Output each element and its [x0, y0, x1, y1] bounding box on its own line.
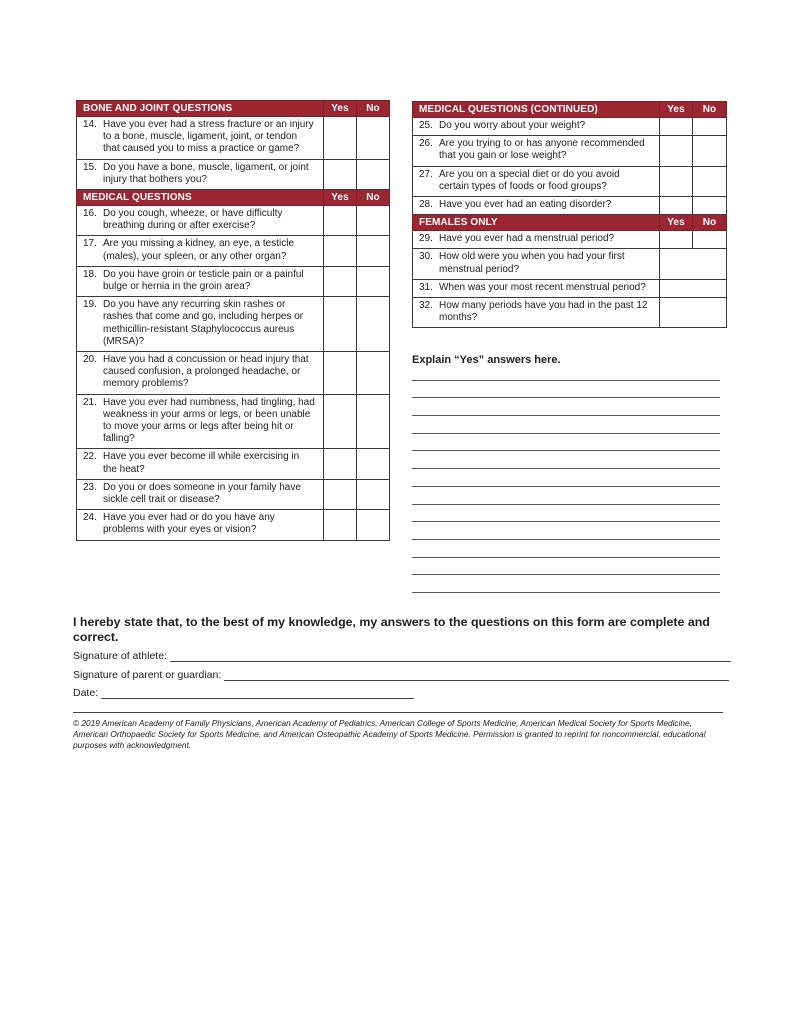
question-row-16: [77, 206, 390, 236]
question-text: Are you trying to or has anyone recommended that you gain or lose weight?: [439, 138, 645, 162]
no-checkbox[interactable]: [357, 206, 390, 236]
question-text: How many periods have you had in the past 12 months?: [439, 300, 648, 324]
question-row-19: [77, 297, 390, 352]
yes-checkbox[interactable]: [660, 231, 693, 249]
answer-line[interactable]: [412, 540, 720, 558]
question-text: Do you have any recurring skin rashes or rashes that come and go, including herpes or methicillin-resistant Staphylococcus aureus (MRSA)?: [103, 299, 304, 347]
athlete-signature-label: Signature of athlete:: [73, 650, 167, 662]
question-row-29: [413, 231, 727, 249]
yes-checkbox[interactable]: [324, 236, 357, 266]
question-text: Have you ever had or do you have any problems with your eyes or vision?: [103, 512, 275, 536]
question-text: Do you have a bone, muscle, ligament, or joint injury that bothers you?: [103, 161, 309, 185]
date-label: Date:: [73, 687, 99, 699]
question-row-30: [413, 249, 727, 279]
question-number: 30.: [419, 251, 433, 263]
answer-field[interactable]: [660, 279, 727, 297]
question-number: 18.: [83, 268, 97, 280]
answer-line[interactable]: [412, 381, 720, 399]
question-text: Do you or does someone in your family have sickle cell trait or disease?: [103, 481, 301, 506]
parent-signature-field[interactable]: [224, 669, 729, 681]
question-row-32: [413, 298, 727, 328]
question-number: 16.: [83, 208, 97, 220]
no-checkbox[interactable]: [693, 136, 727, 166]
no-column-header: No: [357, 101, 390, 117]
answer-line[interactable]: [412, 505, 720, 523]
question-row-22: [77, 449, 390, 479]
yes-checkbox[interactable]: [324, 479, 357, 509]
answer-line[interactable]: [412, 487, 720, 505]
question-number: 25.: [419, 120, 433, 131]
question-text: Have you ever had an eating disorder?: [439, 199, 612, 211]
question-number: 22.: [83, 451, 97, 463]
question-text: When was your most recent menstrual period?: [439, 281, 646, 293]
question-number: 32.: [419, 300, 433, 312]
answer-line[interactable]: [412, 451, 720, 469]
parent-signature-row: [73, 667, 729, 681]
no-checkbox[interactable]: [693, 118, 727, 136]
answer-line[interactable]: [412, 469, 720, 487]
answer-line[interactable]: [412, 398, 720, 416]
question-number: 20.: [83, 354, 97, 366]
yes-column-header: Yes: [324, 190, 357, 206]
question-text: Have you ever had numbness, had tingling, had weakness in your arms or legs, or been unable to move your arms or legs after being hit or falling?: [103, 396, 315, 445]
question-number: 23.: [83, 481, 97, 493]
answer-line[interactable]: [412, 522, 720, 540]
yes-checkbox[interactable]: [660, 118, 693, 136]
date-row: [73, 685, 414, 699]
no-checkbox[interactable]: [357, 449, 390, 479]
question-number: 28.: [419, 199, 433, 211]
question-text: Are you missing a kidney, an eye, a testicle (males), your spleen, or any other organ?: [103, 238, 295, 262]
no-checkbox[interactable]: [357, 159, 390, 189]
no-checkbox[interactable]: [357, 479, 390, 509]
question-row-25: [413, 118, 727, 136]
yes-checkbox[interactable]: [324, 297, 357, 352]
question-row-15: [77, 159, 390, 189]
yes-checkbox[interactable]: [324, 352, 357, 395]
question-row-23: [77, 479, 390, 509]
athlete-signature-row: [73, 648, 731, 662]
question-row-14: [77, 117, 390, 160]
no-checkbox[interactable]: [693, 231, 727, 249]
no-checkbox[interactable]: [357, 394, 390, 449]
question-text: Have you ever become ill while exercising in the heat?: [103, 451, 300, 475]
yes-checkbox[interactable]: [660, 197, 693, 215]
no-checkbox[interactable]: [693, 197, 727, 215]
question-row-21: [77, 394, 390, 449]
question-number: 21.: [83, 396, 97, 408]
section-header-medical-continued: [413, 102, 727, 118]
no-column-header: No: [693, 215, 727, 231]
section-header-bone-joint: [77, 101, 390, 117]
yes-checkbox[interactable]: [324, 159, 357, 189]
question-number: 19.: [83, 299, 97, 311]
section-title: BONE AND JOINT QUESTIONS: [77, 101, 324, 117]
yes-checkbox[interactable]: [324, 394, 357, 449]
yes-checkbox[interactable]: [324, 117, 357, 160]
no-checkbox[interactable]: [357, 352, 390, 395]
question-text: Have you ever had a menstrual period?: [439, 233, 615, 245]
question-text: Have you had a concussion or head injury that caused confusion, a prolonged headache, or memory problems?: [103, 354, 309, 390]
section-header-females-only: [413, 215, 727, 231]
question-number: 29.: [419, 233, 433, 245]
yes-checkbox[interactable]: [324, 449, 357, 479]
copyright-notice: © 2019 American Academy of Family Physicians, American Academy of Pediatrics, American College of Sports Medicine, American Medical Society for Sports Medicine, American Orthopaedic Society for Sports Medicine, and American Osteopathic Academy of Sports Medicine. Permission is granted to reprint for noncommercial, educational purposes with acknowledgment.: [73, 718, 706, 750]
no-checkbox[interactable]: [357, 266, 390, 296]
yes-checkbox[interactable]: [660, 136, 693, 166]
question-text: Are you on a special diet or do you avoid certain types of foods or food groups?: [439, 168, 620, 192]
no-column-header: No: [693, 102, 727, 118]
no-checkbox[interactable]: [357, 236, 390, 266]
athlete-signature-field[interactable]: [170, 650, 731, 662]
no-checkbox[interactable]: [693, 166, 727, 196]
question-number: 14.: [83, 119, 97, 130]
left-question-table: [76, 100, 390, 541]
answer-field[interactable]: [660, 298, 727, 328]
no-column-header: No: [357, 190, 390, 206]
yes-checkbox[interactable]: [324, 206, 357, 236]
section-title: MEDICAL QUESTIONS (CONTINUED): [413, 102, 660, 118]
question-row-31: [413, 279, 727, 297]
section-header-medical: [77, 190, 390, 206]
answer-line[interactable]: [412, 558, 720, 576]
explain-answer-lines[interactable]: [412, 363, 720, 593]
answer-line[interactable]: [412, 434, 720, 452]
attestation-statement: I hereby state that, to the best of my knowledge, my answers to the questions on this form are complete and correct.: [73, 615, 710, 644]
yes-column-header: Yes: [324, 101, 357, 117]
answer-field[interactable]: [660, 249, 727, 279]
question-number: 15.: [83, 161, 97, 173]
question-row-20: [77, 352, 390, 395]
date-field[interactable]: [101, 687, 414, 699]
no-checkbox[interactable]: [357, 510, 390, 540]
answer-line[interactable]: [412, 416, 720, 434]
footer-divider: [73, 712, 723, 713]
question-text: Do you cough, wheeze, or have difficulty breathing during or after exercise?: [103, 208, 283, 232]
yes-checkbox[interactable]: [660, 166, 693, 196]
section-title: FEMALES ONLY: [413, 215, 660, 231]
no-checkbox[interactable]: [357, 297, 390, 352]
question-number: 31.: [419, 281, 433, 293]
question-row-17: [77, 236, 390, 266]
yes-checkbox[interactable]: [324, 266, 357, 296]
section-title: MEDICAL QUESTIONS: [77, 190, 324, 206]
question-number: 26.: [419, 138, 433, 150]
yes-column-header: Yes: [660, 102, 693, 118]
answer-line[interactable]: [412, 363, 720, 381]
question-text: How old were you when you had your first menstrual period?: [439, 251, 625, 275]
no-checkbox[interactable]: [357, 117, 390, 160]
answer-line[interactable]: [412, 575, 720, 593]
right-question-table: [412, 101, 727, 328]
yes-column-header: Yes: [660, 215, 693, 231]
question-row-18: [77, 266, 390, 296]
explain-heading: Explain “Yes” answers here.: [412, 354, 561, 366]
question-text: Do you have groin or testicle pain or a painful bulge or hernia in the groin area?: [103, 268, 304, 293]
question-row-26: [413, 136, 727, 166]
question-row-28: [413, 197, 727, 215]
question-number: 17.: [83, 238, 97, 250]
question-text: Do you worry about your weight?: [439, 120, 586, 131]
question-text: Have you ever had a stress fracture or an injury to a bone, muscle, ligament, joint, or tendon that caused you to miss a practice or game?: [103, 119, 314, 155]
yes-checkbox[interactable]: [324, 510, 357, 540]
parent-signature-label: Signature of parent or guardian:: [73, 669, 222, 681]
question-number: 24.: [83, 512, 97, 524]
question-number: 27.: [419, 168, 433, 180]
question-row-27: [413, 166, 727, 196]
question-row-24: [77, 510, 390, 540]
